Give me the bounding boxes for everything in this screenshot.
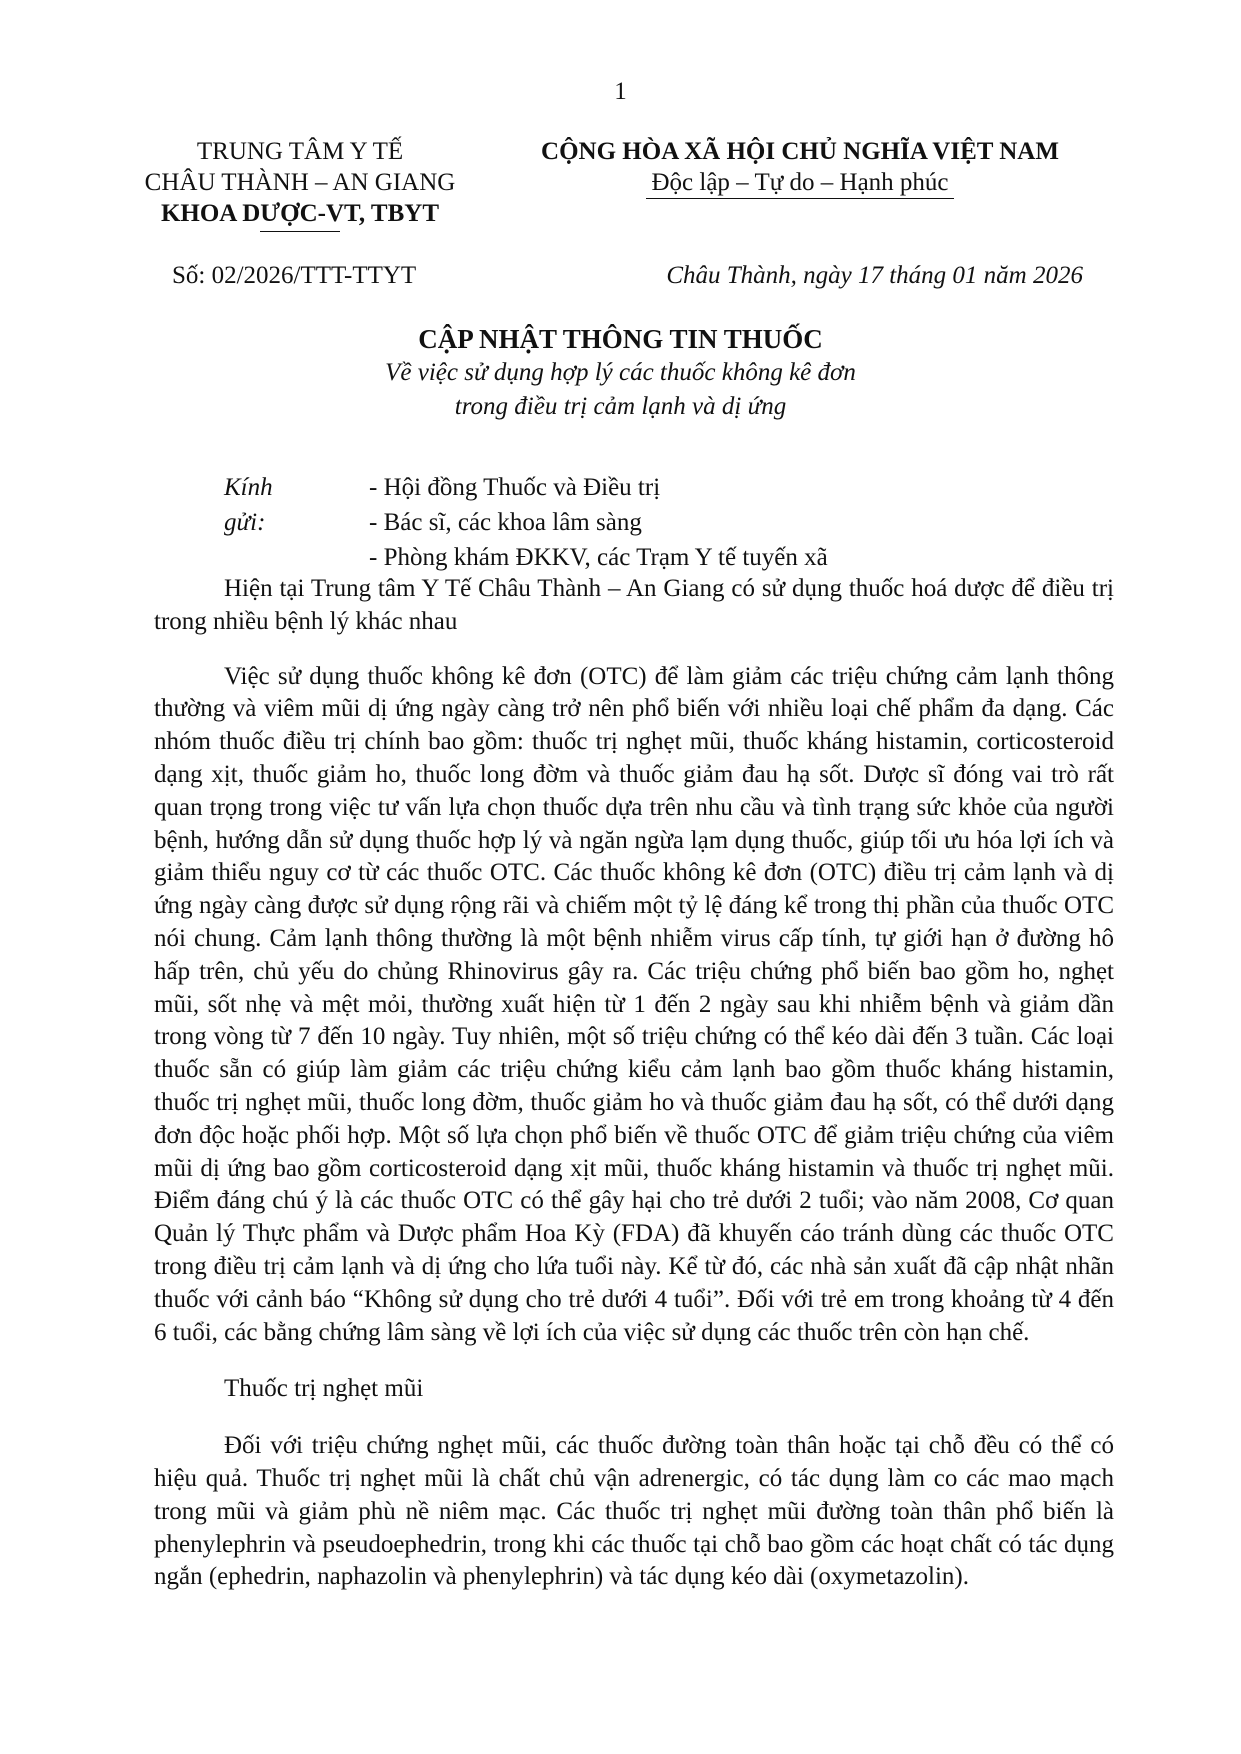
national-motto: Độc lập – Tự do – Hạnh phúc: [651, 169, 949, 196]
recipient-item: - Hội đồng Thuốc và Điều trị: [369, 474, 661, 501]
org-name-line1: TRUNG TÂM Y TẾ: [196, 138, 404, 165]
intro-paragraph: Hiện tại Trung tâm Y Tế Châu Thành – An Giang có sử dụng thuốc hoá dược để điều trị trong nhiều bệnh lý khác nhau: [154, 575, 1114, 635]
nation-name: CỘNG HÒA XÃ HỘI CHỦ NGHĨA VIỆT NAM: [541, 138, 1059, 165]
org-department: KHOA DƯỢC-VT, TBYT: [160, 200, 440, 227]
document-body: [154, 573, 1114, 1594]
motto-underline: [646, 198, 954, 199]
page-number: 1: [614, 78, 627, 105]
document-title: CẬP NHẬT THÔNG TIN THUỐC: [418, 324, 823, 354]
national-header: [500, 136, 1100, 199]
org-name-line2: CHÂU THÀNH – AN GIANG: [144, 169, 456, 196]
recipient-item: - Bác sĩ, các khoa lâm sàng: [369, 509, 642, 536]
recipients-list: [369, 470, 1069, 575]
title-block: [0, 322, 1241, 424]
document-subtitle-line1: Về việc sử dụng hợp lý các thuốc không kê đơn: [385, 359, 856, 386]
decongestant-paragraph: Đối với triệu chứng nghẹt mũi, các thuốc đường toàn thân hoặc tại chỗ đều có thể có hiệu quả. Thuốc trị nghẹt mũi là chất chủ vận adrenergic, có tác dụng làm co các mao mạch trong mũi và giảm phù nề niêm mạc. Các thuốc trị nghẹt mũi đường toàn thân phổ biến là phenylephrin và pseudoephedrin, trong khi các thuốc tại chỗ bao gồm các hoạt chất có tác dụng ngắn (ephedrin, naphazolin và phenylephrin) và tác dụng kéo dài (oxymetazolin).: [154, 1432, 1114, 1591]
recipient-item: - Phòng khám ĐKKV, các Trạm Y tế tuyến xã: [369, 544, 828, 571]
issuing-organization: [140, 136, 460, 232]
org-underline: [260, 231, 340, 232]
document-number: Số: 02/2026/TTT-TTYT: [172, 262, 417, 289]
section-heading: Thuốc trị nghẹt mũi: [224, 1375, 424, 1403]
recipients-label: Kính gửi:: [224, 474, 273, 536]
main-paragraph: Việc sử dụng thuốc không kê đơn (OTC) để làm giảm các triệu chứng cảm lạnh thông thường và viêm mũi dị ứng ngày càng trở nên phổ biến với nhiều loại chế phẩm đa dạng. Các nhóm thuốc điều trị chính bao gồm: thuốc trị nghẹt mũi, thuốc kháng histamin, corticosteroid dạng xịt, thuốc giảm ho, thuốc long đờm và thuốc giảm đau hạ sốt. Dược sĩ đóng vai trò rất quan trọng trong việc tư vấn lựa chọn thuốc dựa trên nhu cầu và tình trạng sức khỏe của người bệnh, hướng dẫn sử dụng thuốc hợp lý và ngăn ngừa lạm dụng thuốc, giúp tối ưu hóa lợi ích và giảm thiểu nguy cơ từ các thuốc OTC. Các thuốc không kê đơn (OTC) điều trị cảm lạnh và dị ứng ngày càng được sử dụng rộng rãi và chiếm một tỷ lệ đáng kể trong thị phần của thuốc OTC nói chung. Cảm lạnh thông thường là một bệnh nhiễm virus cấp tính, tự giới hạn ở đường hô hấp trên, chủ yếu do chủng Rhinovirus gây ra. Các triệu chứng phổ biến bao gồm ho, nghẹt mũi, sốt nhẹ và mệt mỏi, thường xuất hiện từ 1 đến 2 ngày sau khi nhiễm bệnh và giảm dần trong vòng từ 7 đến 10 ngày. Tuy nhiên, một số triệu chứng có thể kéo dài đến 3 tuần. Các loại thuốc sẵn có giúp làm giảm các triệu chứng kiểu cảm lạnh bao gồm thuốc kháng histamin, thuốc trị nghẹt mũi, thuốc long đờm, thuốc giảm ho và thuốc giảm đau hạ sốt, có thể dưới dạng đơn độc hoặc phối hợp. Một số lựa chọn phổ biến về thuốc OTC để giảm triệu chứng của viêm mũi dị ứng bao gồm corticosteroid dạng xịt mũi, thuốc kháng histamin và thuốc trị nghẹt mũi. Điểm đáng chú ý là các thuốc OTC có thể gây hại cho trẻ dưới 2 tuổi; vào năm 2008, Cơ quan Quản lý Thực phẩm và Dược phẩm Hoa Kỳ (FDA) đã khuyến cáo tránh dùng các thuốc OTC trong điều trị cảm lạnh và dị ứng cho lứa tuổi này. Kể từ đó, các nhà sản xuất đã cập nhật nhãn thuốc với cảnh báo “Không sử dụng cho trẻ dưới 4 tuổi”. Đối với trẻ em trong khoảng từ 4 đến 6 tuổi, các bằng chứng lâm sàng về lợi ích của việc sử dụng các thuốc trên còn hạn chế.: [154, 662, 1114, 1346]
document-subtitle-line2: trong điều trị cảm lạnh và dị ứng: [454, 393, 787, 420]
place-and-date: Châu Thành, ngày 17 tháng 01 năm 2026: [666, 262, 1083, 289]
